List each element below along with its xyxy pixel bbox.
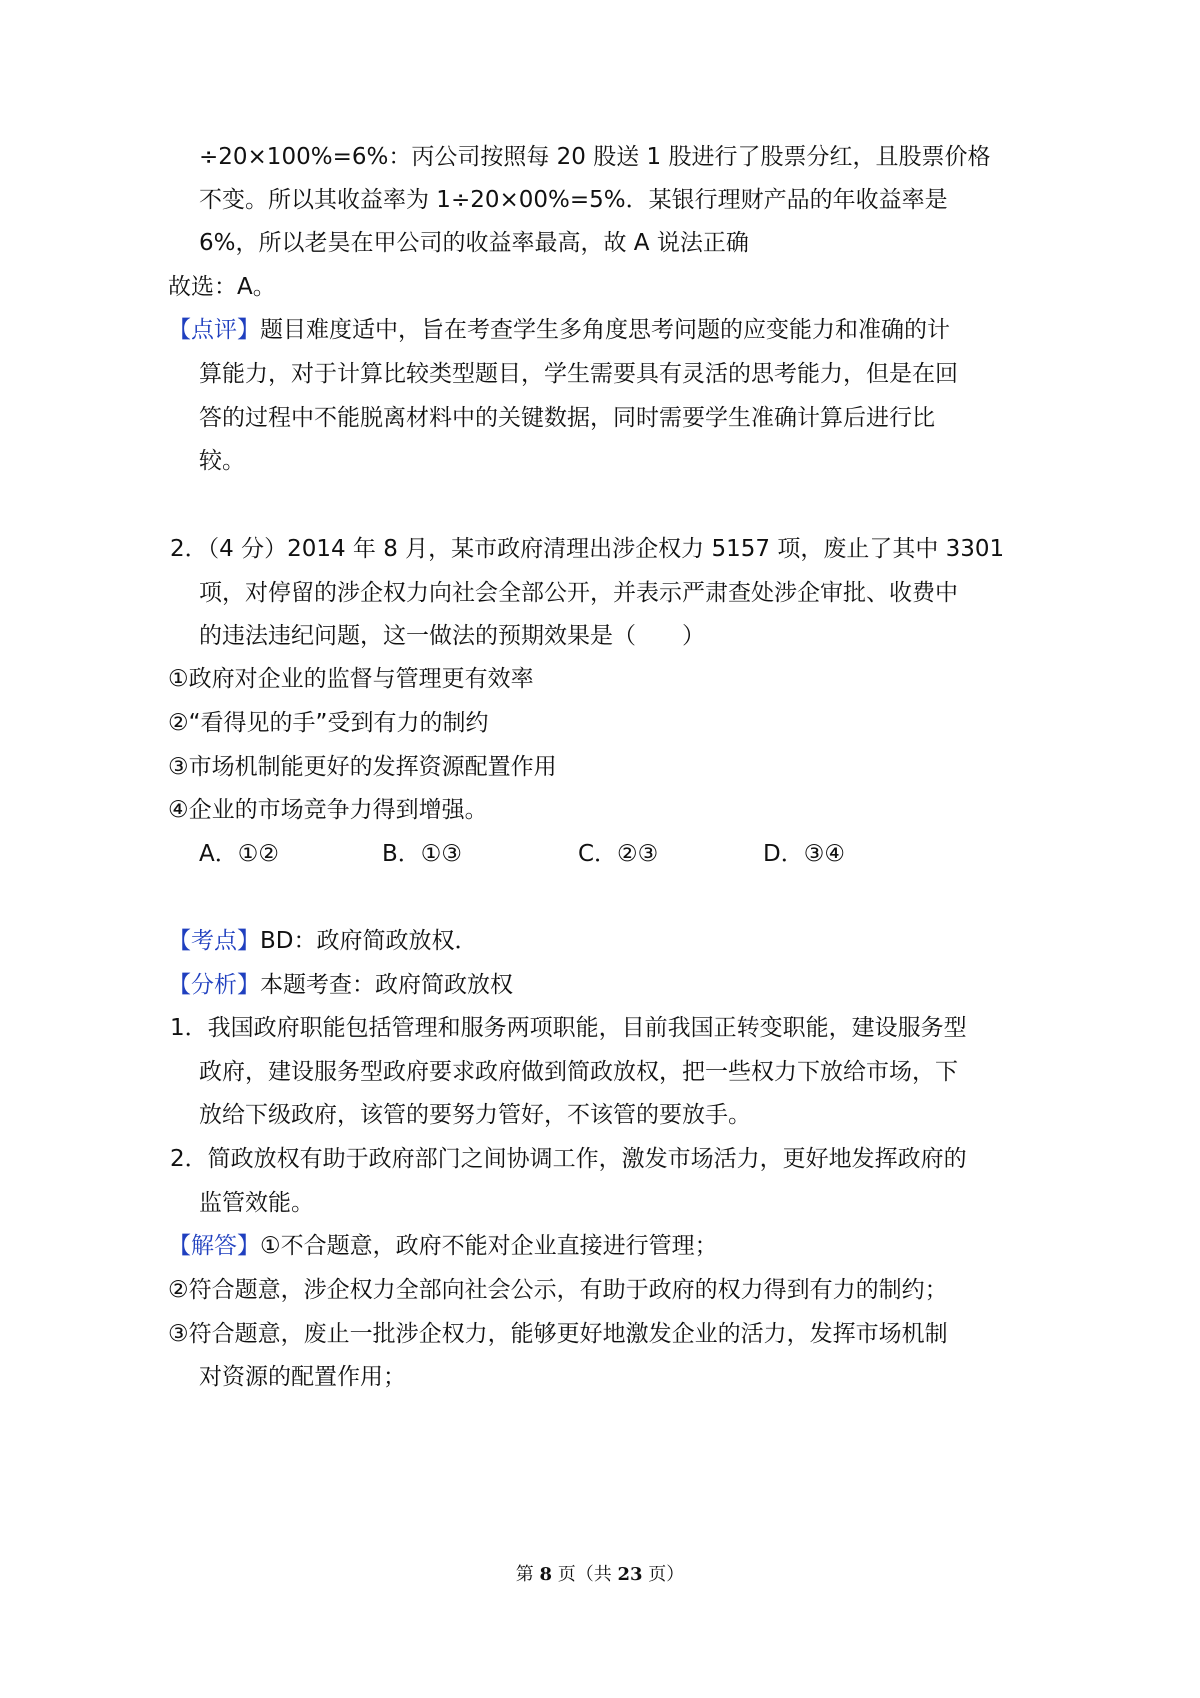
kaodian-text: BD：政府简政放权． — [260, 928, 478, 954]
jieda-line-4: 对资源的配置作用； — [199, 1364, 406, 1390]
footer-suffix: 页） — [648, 1564, 685, 1585]
option-b: B．①③ — [382, 841, 463, 867]
prev-explanation-line-3: 6%，所以老昊在甲公司的收益率最高，故 A 说法正确 — [199, 230, 749, 256]
footer-prefix: 第 — [515, 1564, 534, 1585]
prev-explanation-line-2: 不变。所以其收益率为 1÷20×00%=5%．某银行理财产品的年收益率是 — [199, 187, 948, 213]
fenxi-line — [168, 968, 1200, 1002]
question-2-line-2: 项，对停留的涉企权力向社会全部公开，并表示严肃查处涉企审批、收费中 — [199, 580, 958, 606]
fenxi-text: 本题考查：政府简政放权 — [260, 972, 513, 998]
footer-page-number: 8 — [539, 1564, 552, 1585]
jieda-line-2: ②符合题意，涉企权力全部向社会公示，有助于政府的权力得到有力的制约； — [168, 1277, 948, 1303]
fenxi-point-1-line-2: 政府，建设服务型政府要求政府做到简政放权，把一些权力下放给市场，下 — [199, 1059, 958, 1085]
statement-4: ④企业的市场竞争力得到增强。 — [168, 797, 488, 823]
question-2-line-1: 2．（4 分）2014 年 8 月，某市政府清理出涉企权力 5157 项，废止了其中 3301 — [170, 536, 1005, 562]
question-2-line-3: 的违法违纪问题，这一做法的预期效果是（ ） — [199, 623, 705, 649]
jieda-line-3: ③符合题意，废止一批涉企权力，能够更好地激发企业的活力，发挥市场机制 — [168, 1321, 948, 1347]
kaodian-tag: 【考点】 — [168, 928, 260, 954]
review-line-4: 较。 — [199, 448, 245, 474]
fenxi-point-2-line-2: 监管效能。 — [199, 1190, 314, 1216]
statement-3: ③市场机制能更好的发挥资源配置作用 — [168, 754, 557, 780]
review-tag: 【点评】 — [168, 317, 260, 343]
fenxi-point-1-line-3: 放给下级政府，该管的要努力管好，不该管的要放手。 — [199, 1102, 751, 1128]
option-c: C．②③ — [578, 841, 659, 867]
jieda-tag: 【解答】 — [168, 1233, 260, 1259]
jieda-line-1 — [168, 1229, 1200, 1263]
fenxi-point-2-line-1: 2．简政放权有助于政府部门之间协调工作，激发市场活力，更好地发挥政府的 — [170, 1146, 967, 1172]
statement-1: ①政府对企业的监督与管理更有效率 — [168, 666, 534, 692]
statement-2: ②“看得见的手”受到有力的制约 — [168, 710, 489, 736]
review-line-1 — [168, 313, 1200, 347]
jieda-text-1: ①不合题意，政府不能对企业直接进行管理； — [260, 1233, 718, 1259]
kaodian-line — [168, 924, 1200, 958]
prev-answer: 故选：A。 — [168, 274, 276, 300]
prev-explanation-line-1: ÷20×100%=6%：丙公司按照每 20 股送 1 股进行了股票分红，且股票价格 — [199, 144, 991, 170]
footer-total-pages: 23 — [617, 1564, 643, 1585]
page-footer — [0, 1562, 1200, 1588]
option-a: A．①② — [199, 841, 279, 867]
review-line-3: 答的过程中不能脱离材料中的关键数据，同时需要学生准确计算后进行比 — [199, 405, 935, 431]
review-text-1: 题目难度适中，旨在考查学生多角度思考问题的应变能力和准确的计 — [260, 317, 950, 343]
fenxi-point-1-line-1: 1．我国政府职能包括管理和服务两项职能，目前我国正转变职能，建设服务型 — [170, 1015, 967, 1041]
fenxi-tag: 【分析】 — [168, 972, 260, 998]
review-line-2: 算能力，对于计算比较类型题目，学生需要具有灵活的思考能力，但是在回 — [199, 361, 958, 387]
option-d: D．③④ — [763, 841, 845, 867]
footer-middle: 页（共 — [557, 1564, 612, 1585]
